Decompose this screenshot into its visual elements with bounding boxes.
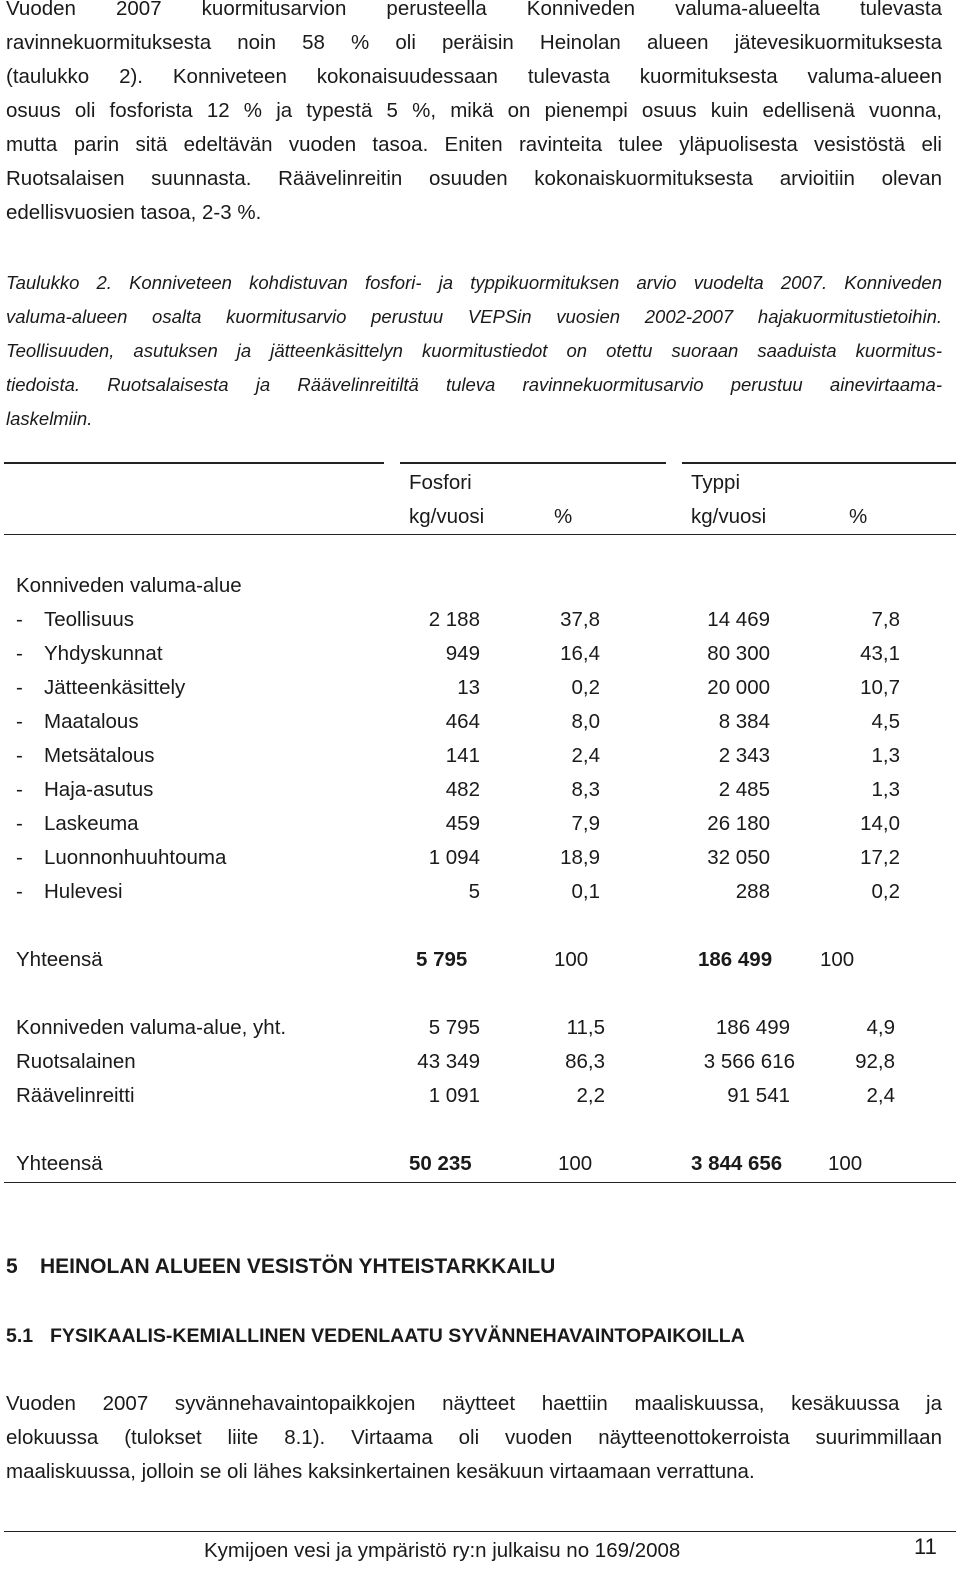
row-n-value: 8 384 (718, 710, 770, 733)
source-p-percent: 11,5 (566, 1016, 605, 1039)
row-label: Luonnonhuuhtouma (44, 846, 227, 869)
body-paragraph (6, 1387, 942, 1489)
row-dash: - (16, 778, 23, 801)
row-p-value: 2 188 (428, 608, 480, 631)
section-title: HEINOLAN ALUEEN VESISTÖN YHTEISTARKKAILU (40, 1255, 556, 1278)
source-label: Räävelinreitti (16, 1084, 135, 1107)
table-top-rule (4, 462, 956, 464)
header-pct-p: % (554, 505, 573, 528)
row-p-value: 13 (457, 676, 480, 699)
row-n-percent: 1,3 (871, 744, 900, 767)
source-label: Ruotsalainen (16, 1050, 136, 1073)
intro-line: Ruotsalaisen suunnasta. Räävelinreitin osuuden kokonaiskuormituksesta arvioitiin olevan (6, 167, 942, 190)
total-label: Yhteensä (16, 1152, 103, 1175)
total-p-percent: 100 (558, 1152, 593, 1175)
row-p-percent: 0,1 (571, 880, 600, 903)
source-n-percent: 4,9 (866, 1016, 895, 1039)
row-n-value: 26 180 (707, 812, 770, 835)
intro-line: edellisvuosien tasoa, 2-3 %. (6, 201, 262, 224)
table-caption (6, 266, 942, 436)
intro-line: mutta parin sitä edeltävän vuoden tasoa. Eniten ravinteita tulee yläpuolisesta vesistöstä eli (6, 133, 942, 156)
row-dash: - (16, 744, 23, 767)
row-p-percent: 2,4 (571, 744, 600, 767)
caption-line: valuma-alueen osalta kuormitusarvio perustuu VEPSin vuosien 2002-2007 hajakuormitustietoihin. (6, 306, 942, 327)
row-p-percent: 18,9 (560, 846, 600, 869)
row-p-value: 482 (445, 778, 480, 801)
row-p-value: 464 (445, 710, 480, 733)
body-line: Vuoden 2007 syvännehavaintopaikkojen näytteet haettiin maaliskuussa, kesäkuussa ja (6, 1392, 942, 1415)
header-gap (666, 462, 682, 464)
row-dash: - (16, 846, 23, 869)
source-label: Konniveden valuma-alue, yht. (16, 1016, 287, 1039)
group-title: Konniveden valuma-alue (16, 574, 242, 597)
intro-line: ravinnekuormituksesta noin 58 % oli peräisin Heinolan alueen jätevesikuormituksesta (6, 31, 942, 54)
row-p-value: 1 094 (428, 846, 480, 869)
source-n-value: 91 541 (727, 1084, 790, 1107)
total-p-value: 50 235 (409, 1152, 472, 1175)
row-n-percent: 1,3 (871, 778, 900, 801)
subtotal-p-percent: 100 (554, 948, 589, 971)
source-p-value: 1 091 (428, 1084, 480, 1107)
row-n-value: 32 050 (707, 846, 770, 869)
row-n-percent: 17,2 (860, 846, 900, 869)
subtotal-n-percent: 100 (820, 948, 855, 971)
row-p-percent: 7,9 (571, 812, 600, 835)
header-pct-n: % (849, 505, 868, 528)
row-dash: - (16, 608, 23, 631)
intro-line: osuus oli fosforista 12 % ja typestä 5 %, mikä on pienempi osuus kuin edellisenä vuonna, (6, 99, 942, 122)
header-rule (4, 534, 956, 535)
subtotal-p-value: 5 795 (416, 948, 468, 971)
row-n-value: 14 469 (707, 608, 770, 631)
body-line: maaliskuussa, jolloin se oli lähes kaksinkertainen kesäkuun virtaamaan verrattuna. (6, 1460, 755, 1483)
section-heading (6, 1250, 555, 1284)
header-gap (384, 462, 400, 464)
row-p-percent: 8,0 (571, 710, 600, 733)
source-p-value: 43 349 (417, 1050, 480, 1073)
table-bottom-rule (4, 1182, 956, 1183)
row-label: Maatalous (44, 710, 139, 733)
row-n-value: 20 000 (707, 676, 770, 699)
row-n-value: 2 343 (718, 744, 770, 767)
source-n-value: 186 499 (715, 1016, 790, 1039)
row-n-value: 2 485 (718, 778, 770, 801)
subsection-heading (6, 1319, 745, 1353)
total-n-value: 3 844 656 (691, 1152, 783, 1175)
row-p-value: 5 (468, 880, 480, 903)
intro-line: (taulukko 2). Konniveteen kokonaisuudessaan tulevasta kuormituksesta valuma-alueen (6, 65, 942, 88)
caption-line: tiedoista. Ruotsalaisesta ja Räävelinreitiltä tuleva ravinnekuormitusarvio perustuu ainevirtaama- (6, 374, 942, 395)
subtotal-n-value: 186 499 (698, 948, 773, 971)
source-p-percent: 2,2 (576, 1084, 605, 1107)
total-n-percent: 100 (828, 1152, 863, 1175)
row-label: Yhdyskunnat (44, 642, 163, 665)
row-label: Haja-asutus (44, 778, 154, 801)
row-p-percent: 16,4 (560, 642, 600, 665)
row-n-value: 80 300 (707, 642, 770, 665)
intro-line: Vuoden 2007 kuormitusarvion perusteella Konniveden valuma-alueelta tulevasta (6, 0, 942, 20)
row-n-percent: 4,5 (871, 710, 900, 733)
row-dash: - (16, 812, 23, 835)
subsection-number: 5.1 (6, 1325, 34, 1347)
row-p-value: 459 (445, 812, 480, 835)
row-n-percent: 43,1 (860, 642, 900, 665)
row-dash: - (16, 880, 23, 903)
caption-line: laskelmiin. (6, 408, 93, 429)
footer-publication: Kymijoen vesi ja ympäristö ry:n julkaisu no 169/2008 (204, 1539, 681, 1562)
subsection-title: FYSIKAALIS-KEMIALLINEN VEDENLAATU SYVÄNNEHAVAINTOPAIKOILLA (50, 1325, 745, 1347)
row-label: Hulevesi (44, 880, 123, 903)
intro-paragraph (6, 0, 942, 230)
source-p-value: 5 795 (428, 1016, 480, 1039)
row-p-value: 141 (445, 744, 480, 767)
row-p-percent: 37,8 (560, 608, 600, 631)
caption-line: Taulukko 2. Konniveteen kohdistuvan fosfori- ja typpikuormituksen arvio vuodelta 2007. Konniveden (6, 272, 942, 293)
row-p-percent: 0,2 (571, 676, 600, 699)
source-n-percent: 2,4 (866, 1084, 895, 1107)
row-n-percent: 7,8 (871, 608, 900, 631)
row-n-percent: 10,7 (860, 676, 900, 699)
source-n-value: 3 566 616 (703, 1050, 795, 1073)
source-p-percent: 86,3 (565, 1050, 605, 1073)
subtotal-label: Yhteensä (16, 948, 103, 971)
row-label: Metsätalous (44, 744, 155, 767)
row-n-value: 288 (735, 880, 770, 903)
header-fosfori: Fosfori (409, 471, 472, 494)
row-p-percent: 8,3 (571, 778, 600, 801)
row-n-percent: 14,0 (860, 812, 900, 835)
row-dash: - (16, 642, 23, 665)
header-unit-n: kg/vuosi (691, 505, 767, 528)
section-number: 5 (6, 1255, 18, 1278)
row-p-value: 949 (445, 642, 480, 665)
row-n-percent: 0,2 (871, 880, 900, 903)
row-dash: - (16, 676, 23, 699)
page-number: 11 (914, 1534, 937, 1559)
footer-rule (4, 1531, 956, 1532)
row-label: Teollisuus (44, 608, 135, 631)
source-n-percent: 92,8 (855, 1050, 895, 1073)
header-typpi: Typpi (691, 471, 740, 494)
header-unit-p: kg/vuosi (409, 505, 485, 528)
row-dash: - (16, 710, 23, 733)
body-line: elokuussa (tulokset liite 8.1). Virtaama oli vuoden näytteenottokerroista suurimmillaan (6, 1426, 942, 1449)
caption-line: Teollisuuden, asutuksen ja jätteenkäsittelyn kuormitustiedot on otettu suoraan saaduista kuormitus- (6, 340, 942, 361)
row-label: Jätteenkäsittely (44, 676, 186, 699)
row-label: Laskeuma (44, 812, 139, 835)
